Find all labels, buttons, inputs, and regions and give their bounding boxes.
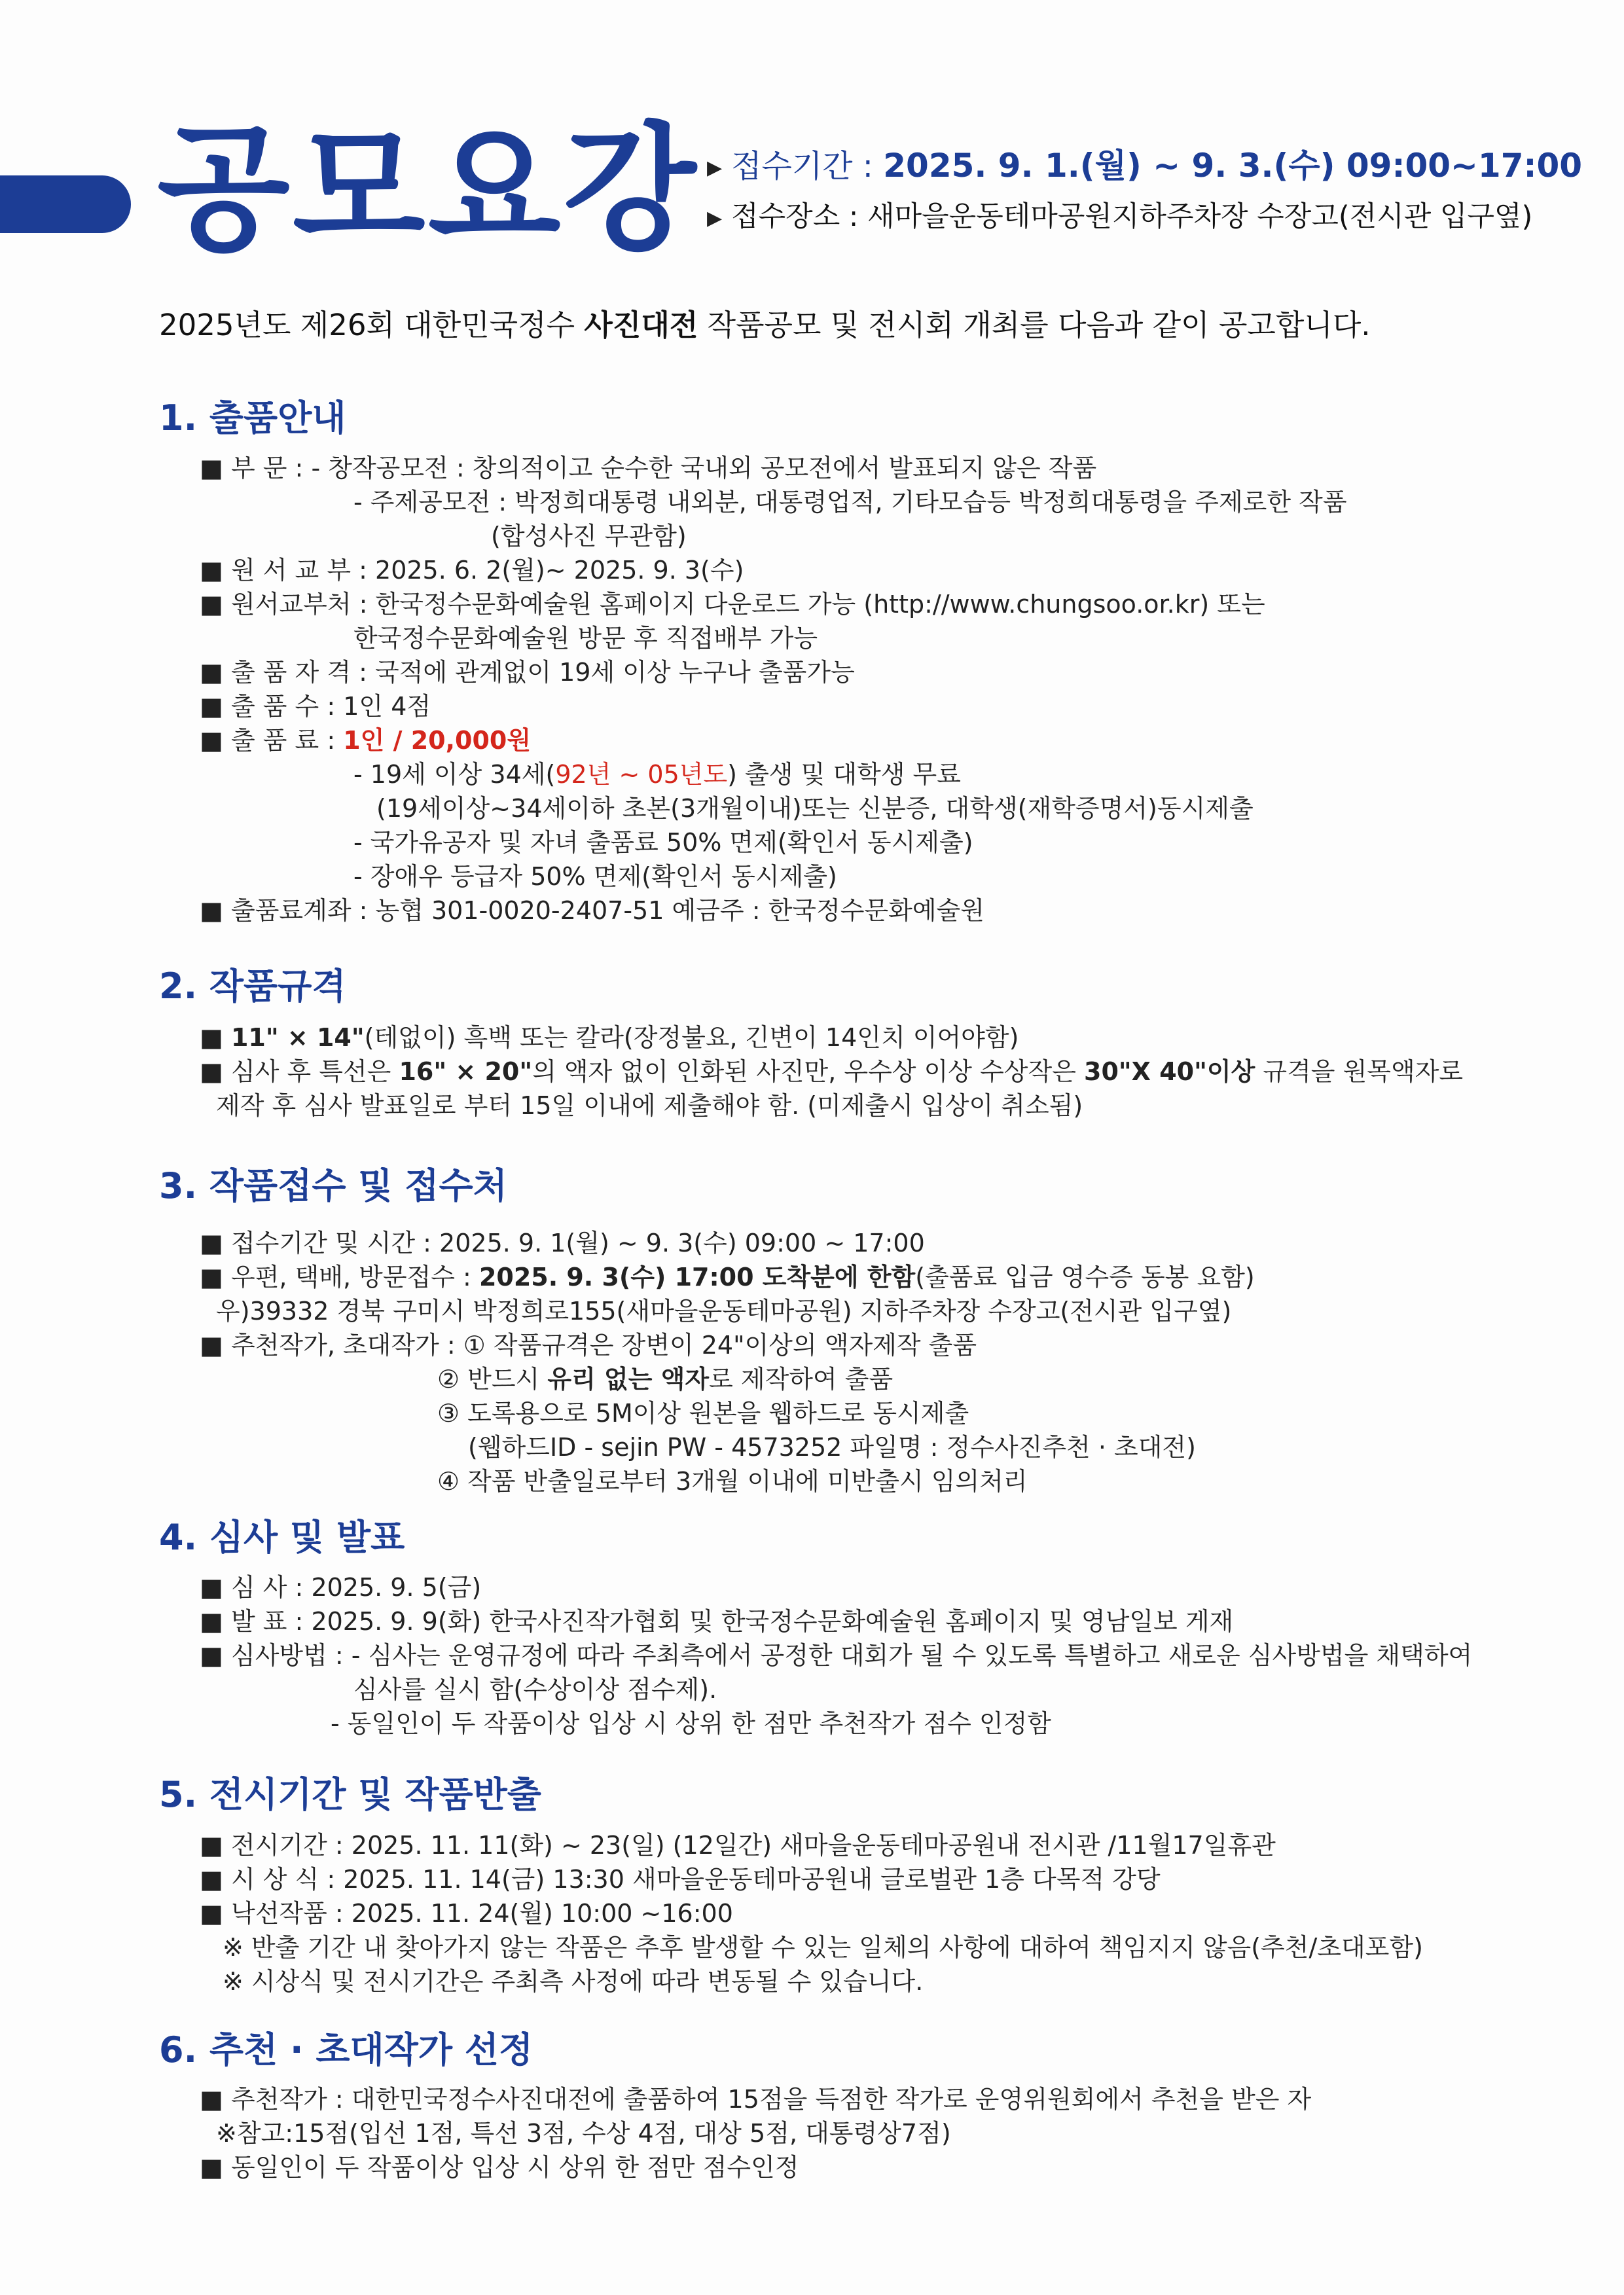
list-item: ■ 11" × 14"(테없이) 흑백 또는 칼라(장정불요, 긴변이 14인치 이어야함) bbox=[200, 1023, 1019, 1052]
triangle-right-icon: ▶ bbox=[707, 206, 723, 230]
section-title-selection: 6. 추천 · 초대작가 선정 bbox=[159, 2029, 533, 2070]
list-item: (19세이상~34세이하 초본(3개월이내)또는 신분증, 대학생(재학증명서)동시제출 bbox=[376, 794, 1254, 823]
section-title-judging: 4. 심사 및 발표 bbox=[159, 1517, 405, 1558]
page-title: 공모요강 bbox=[157, 109, 699, 270]
list-item: 우)39332 경북 구미시 박정희로155(새마을운동테마공원) 지하주차장 수장고(전시관 입구옆) bbox=[216, 1297, 1232, 1326]
reception-place: ▶ 접수장소 : 새마을운동테마공원지하주차장 수장고(전시관 입구옆) bbox=[707, 200, 1533, 233]
section-title-specs: 2. 작품규격 bbox=[159, 966, 346, 1007]
list-item: ■ 원서교부처 : 한국정수문화예술원 홈페이지 다운로드 가능 (http://www.chungsoo.or.kr) 또는 bbox=[200, 590, 1265, 619]
accent-bar bbox=[0, 175, 131, 233]
list-item: 심사를 실시 함(수상이상 점수제). bbox=[353, 1675, 717, 1704]
list-item: - 주제공모전 : 박정희대통령 내외분, 대통령업적, 기타모습등 박정희대통령을 주제로한 작품 bbox=[353, 488, 1347, 516]
list-item: ■ 접수기간 및 시간 : 2025. 9. 1(월) ~ 9. 3(수) 09:00 ~ 17:00 bbox=[200, 1229, 925, 1257]
list-item: ■ 심사 후 특선은 16" × 20"의 액자 없이 인화된 사진만, 우수상 이상 수상작은 30"X 40"이상 규격을 원목액자로 bbox=[200, 1057, 1464, 1086]
list-item: ■ 원 서 교 부 : 2025. 6. 2(월)~ 2025. 9. 3(수) bbox=[200, 556, 744, 585]
list-item-fee: ■ 출 품 료 : 1인 / 20,000원 bbox=[200, 726, 532, 755]
section-title-reception: 3. 작품접수 및 접수처 bbox=[159, 1165, 507, 1206]
list-item: ■ 추천작가 : 대한민국정수사진대전에 출품하여 15점을 득점한 작가로 운영위원회에서 추천을 받은 자 bbox=[200, 2085, 1312, 2114]
section-title-exhibition: 5. 전시기간 및 작품반출 bbox=[159, 1774, 541, 1815]
list-item: - 장애우 등급자 50% 면제(확인서 동시제출) bbox=[353, 862, 837, 891]
list-item: ■ 출품료계좌 : 농협 301-0020-2407-51 예금주 : 한국정수문화예술원 bbox=[200, 896, 984, 925]
list-item: ■ 출 품 수 : 1인 4점 bbox=[200, 692, 431, 721]
list-item: ■ 추천작가, 초대작가 : ① 작품규격은 장변이 24"이상의 액자제작 출품 bbox=[200, 1331, 977, 1360]
list-item: (웹하드ID - sejin PW - 4573252 파일명 : 정수사진추천 · 초대전) bbox=[468, 1433, 1196, 1462]
list-item: ■ 부 문 : - 창작공모전 : 창의적이고 순수한 국내외 공모전에서 발표되지 않은 작품 bbox=[200, 454, 1097, 482]
reception-period: ▶ 접수기간 : 2025. 9. 1.(월) ~ 9. 3.(수) 09:00~17:00 bbox=[707, 147, 1583, 185]
list-item: ② 반드시 유리 없는 액자로 제작하여 출품 bbox=[437, 1365, 893, 1394]
list-item: ■ 동일인이 두 작품이상 입상 시 상위 한 점만 점수인정 bbox=[200, 2153, 799, 2182]
list-item: ④ 작품 반출일로부터 3개월 이내에 미반출시 임의처리 bbox=[437, 1467, 1028, 1496]
list-item: ■ 발 표 : 2025. 9. 9(화) 한국사진작가협회 및 한국정수문화예술원 홈페이지 및 영남일보 게재 bbox=[200, 1607, 1234, 1636]
list-item: 한국정수문화예술원 방문 후 직접배부 가능 bbox=[353, 624, 818, 653]
list-item: ■ 시 상 식 : 2025. 11. 14(금) 13:30 새마을운동테마공원내 글로벌관 1층 다목적 강당 bbox=[200, 1865, 1161, 1894]
list-item: - 동일인이 두 작품이상 입상 시 상위 한 점만 추천작가 점수 인정함 bbox=[331, 1709, 1051, 1738]
list-item: ■ 우편, 택배, 방문접수 : 2025. 9. 3(수) 17:00 도착분에 한함(출품료 입금 영수증 동봉 요함) bbox=[200, 1263, 1255, 1292]
list-item: ■ 전시기간 : 2025. 11. 11(화) ~ 23(일) (12일간) 새마을운동테마공원내 전시관 /11월17일휴관 bbox=[200, 1831, 1276, 1860]
section-title-submission-guide: 1. 출품안내 bbox=[159, 397, 346, 439]
list-item: ■ 출 품 자 격 : 국적에 관계없이 19세 이상 누구나 출품가능 bbox=[200, 658, 855, 687]
note-item: ※ 반출 기간 내 찾아가지 않는 작품은 추후 발생할 수 있는 일체의 사항에 대하여 책임지지 않음(추천/초대포함) bbox=[223, 1933, 1423, 1962]
note-item: ※참고:15점(입선 1점, 특선 3점, 수상 4점, 대상 5점, 대통령상7점) bbox=[216, 2119, 951, 2148]
list-item: ■ 낙선작품 : 2025. 11. 24(월) 10:00 ~16:00 bbox=[200, 1899, 733, 1928]
list-item: ■ 심 사 : 2025. 9. 5(금) bbox=[200, 1573, 482, 1602]
list-item: (합성사진 무관함) bbox=[491, 522, 687, 551]
intro-text: 2025년도 제26회 대한민국정수 사진대전 작품공모 및 전시회 개최를 다음과 같이 공고합니다. bbox=[159, 308, 1371, 342]
list-item: ③ 도록용으로 5M이상 원본을 웹하드로 동시제출 bbox=[437, 1399, 969, 1428]
list-item: 제작 후 심사 발표일로 부터 15일 이내에 제출해야 함. (미제출시 입상이 취소됨) bbox=[216, 1091, 1083, 1120]
list-item: ■ 심사방법 : - 심사는 운영규정에 따라 주최측에서 공정한 대회가 될 수 있도록 특별하고 새로운 심사방법을 채택하여 bbox=[200, 1641, 1473, 1670]
triangle-right-icon: ▶ bbox=[707, 156, 723, 179]
list-item: - 국가유공자 및 자녀 출품료 50% 면제(확인서 동시제출) bbox=[353, 828, 973, 857]
note-item: ※ 시상식 및 전시기간은 주최측 사정에 따라 변동될 수 있습니다. bbox=[223, 1967, 924, 1996]
list-item: - 19세 이상 34세(92년 ~ 05년도) 출생 및 대학생 무료 bbox=[353, 760, 961, 789]
